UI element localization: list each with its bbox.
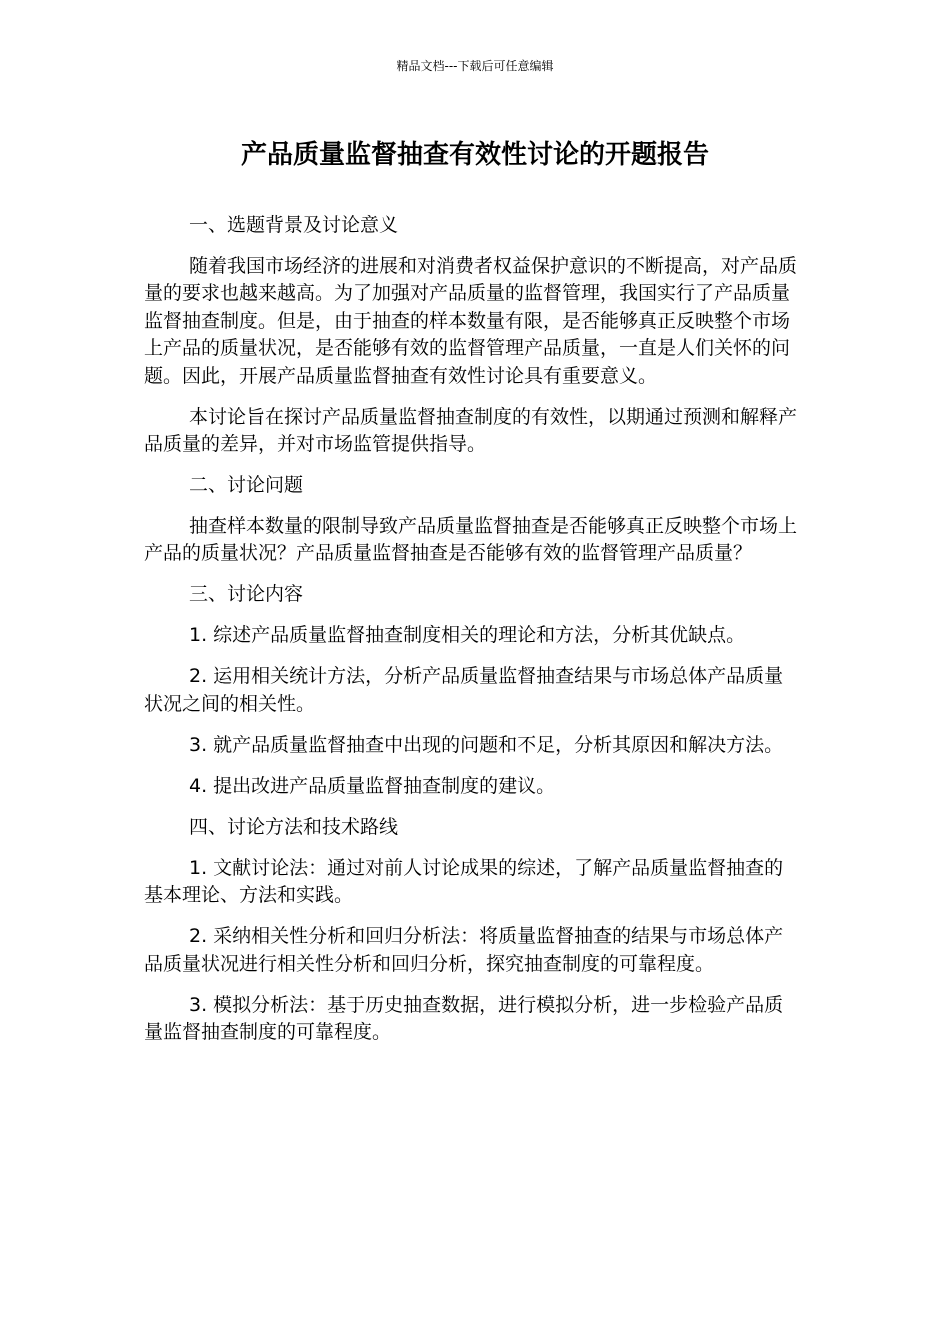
list-item-content-3: 3. 就产品质量监督抽查中出现的问题和不足，分析其原因和解决方法。 <box>189 733 784 756</box>
page-header: 精品文档---下载后可任意编辑 <box>396 59 554 73</box>
document-title: 产品质量监督抽查有效性讨论的开题报告 <box>240 140 709 170</box>
section-heading-questions: 二、讨论问题 <box>189 474 304 497</box>
paragraph-purpose: 本讨论旨在探讨产品质量监督抽查制度的有效性，以期通过预测和解释产品质量的差异，并对市场监管提供指导。 <box>144 405 798 456</box>
paragraph-background: 随着我国市场经济的进展和对消费者权益保护意识的不断提高，对产品质量的要求也越来越高。为了加强对产品质量的监督管理，我国实行了产品质量监督抽查制度。但是，由于抽查的样本数量有限，是否能够真正反映整个市场上产品的质量状况，是否能够有效的监督管理产品质量，一直是人们关怀的问题。因此，开展产品质量监督抽查有效性讨论具有重要意义。 <box>144 255 798 387</box>
section-heading-content: 三、讨论内容 <box>189 583 304 606</box>
list-item-method-2: 2. 采纳相关性分析和回归分析法：将质量监督抽查的结果与市场总体产品质量状况进行相关性分析和回归分析，探究抽查制度的可靠程度。 <box>144 925 784 975</box>
list-item-method-1: 1. 文献讨论法：通过对前人讨论成果的综述，了解产品质量监督抽查的基本理论、方法和实践。 <box>144 856 784 907</box>
list-item-content-4: 4. 提出改进产品质量监督抽查制度的建议。 <box>189 774 556 797</box>
list-item-content-1: 1. 综述产品质量监督抽查制度相关的理论和方法，分析其优缺点。 <box>189 624 746 647</box>
document-body <box>144 212 800 1060</box>
section-heading-methods: 四、讨论方法和技术路线 <box>189 815 399 838</box>
list-item-method-3: 3. 模拟分析法：基于历史抽查数据，进行模拟分析，进一步检验产品质量监督抽查制度的可靠程度。 <box>144 993 784 1044</box>
list-item-content-2: 2. 运用相关统计方法，分析产品质量监督抽查结果与市场总体产品质量状况之间的相关性。 <box>144 665 784 715</box>
section-heading-background: 一、选题背景及讨论意义 <box>189 214 399 236</box>
paragraph-questions: 抽查样本数量的限制导致产品质量监督抽查是否能够真正反映整个市场上产品的质量状况？产品质量监督抽查是否能够有效的监督管理产品质量？ <box>144 515 798 565</box>
